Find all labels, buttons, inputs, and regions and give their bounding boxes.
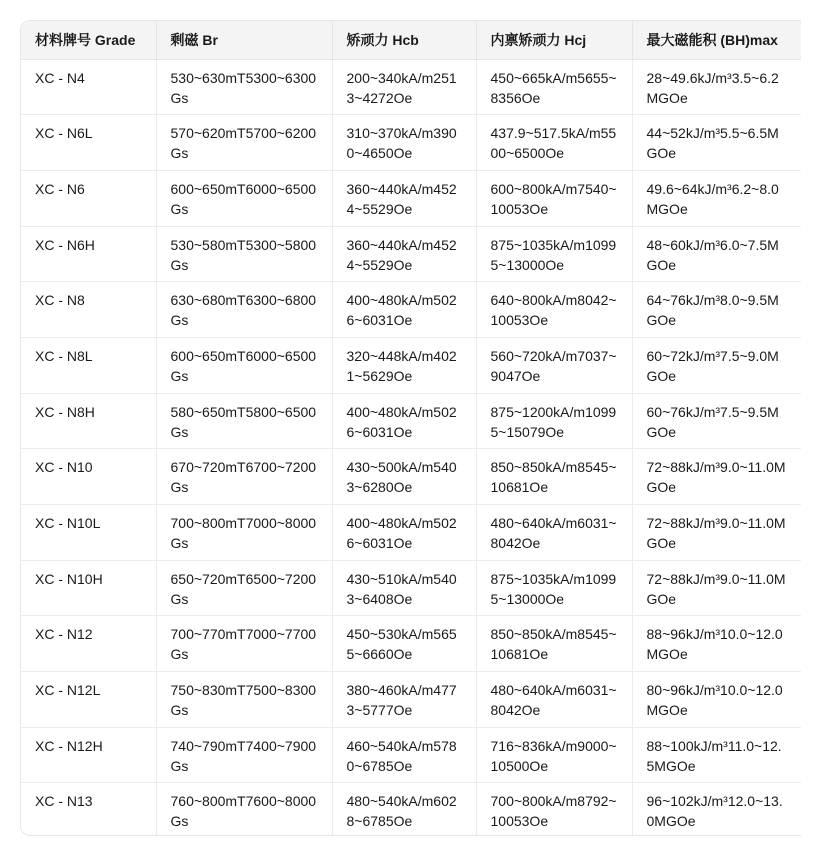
- cell-grade: XC - N10L: [21, 505, 156, 561]
- table-row: [21, 115, 801, 171]
- cell-coercivity: 430~500kA/m5403~6280Oe: [332, 449, 476, 505]
- cell-coercivity: 430~510kA/m5403~6408Oe: [332, 560, 476, 616]
- table-row: [21, 616, 801, 672]
- header-max-energy-product: 最大磁能积 (BH)max: [632, 21, 801, 59]
- cell-remanence: 600~650mT6000~6500Gs: [156, 170, 332, 226]
- cell-intrinsic-coercivity: 875~1035kA/m10995~13000Oe: [476, 560, 632, 616]
- table-row: [21, 337, 801, 393]
- cell-max-energy-product: 96~102kJ/m³12.0~13.0MGOe: [646, 793, 783, 830]
- cell-max-energy-product: 60~72kJ/m³7.5~9.0MGOe: [632, 337, 801, 393]
- cell-coercivity: 400~480kA/m5026~6031Oe: [332, 393, 476, 449]
- cell-intrinsic-coercivity: 875~1200kA/m10995~15079Oe: [476, 393, 632, 449]
- cell-remanence: 530~580mT5300~5800Gs: [156, 226, 332, 282]
- cell-grade: XC - N13: [21, 783, 156, 836]
- cell-grade: XC - N8H: [21, 393, 156, 449]
- table-row: [21, 505, 801, 561]
- cell-remanence: 700~800mT7000~8000Gs: [156, 505, 332, 561]
- cell-remanence: 570~620mT5700~6200Gs: [156, 115, 332, 171]
- cell-max-energy-product: 72~88kJ/m³9.0~11.0MGOe: [632, 560, 801, 616]
- cell-coercivity: 360~440kA/m4524~5529Oe: [332, 226, 476, 282]
- cell-max-energy-product: 80~96kJ/m³10.0~12.0MGOe: [632, 672, 801, 728]
- table-row: [21, 59, 801, 115]
- table-row: [21, 783, 801, 836]
- cell-grade: XC - N10H: [21, 560, 156, 616]
- cell-max-energy-product: 88~100kJ/m³11.0~12.5MGOe: [632, 727, 801, 783]
- magnet-grade-table: [21, 21, 801, 836]
- table-row: [21, 449, 801, 505]
- cell-grade: XC - N6H: [21, 226, 156, 282]
- cell-remanence: 760~800mT7600~8000Gs: [156, 783, 332, 836]
- cell-grade: XC - N10: [21, 449, 156, 505]
- cell-remanence: 530~630mT5300~6300Gs: [156, 59, 332, 115]
- table-row: [21, 282, 801, 338]
- cell-remanence: 630~680mT6300~6800Gs: [156, 282, 332, 338]
- cell-intrinsic-coercivity: 850~850kA/m8545~10681Oe: [476, 449, 632, 505]
- cell-coercivity: 450~530kA/m5655~6660Oe: [332, 616, 476, 672]
- cell-max-energy-product: 64~76kJ/m³8.0~9.5MGOe: [632, 282, 801, 338]
- cell-grade: XC - N8: [21, 282, 156, 338]
- cell-coercivity: 380~460kA/m4773~5777Oe: [332, 672, 476, 728]
- cell-intrinsic-coercivity: 850~850kA/m8545~10681Oe: [476, 616, 632, 672]
- cell-remanence: 740~790mT7400~7900Gs: [156, 727, 332, 783]
- cell-intrinsic-coercivity: 716~836kA/m9000~10500Oe: [476, 727, 632, 783]
- cell-coercivity: 360~440kA/m4524~5529Oe: [332, 170, 476, 226]
- cell-max-energy-product: 49.6~64kJ/m³6.2~8.0MGOe: [632, 170, 801, 226]
- cell-remanence: 700~770mT7000~7700Gs: [156, 616, 332, 672]
- cell-grade: XC - N4: [21, 59, 156, 115]
- cell-intrinsic-coercivity: 875~1035kA/m10995~13000Oe: [476, 226, 632, 282]
- header-coercivity: 矫顽力 Hcb: [332, 21, 476, 59]
- cell-coercivity: 200~340kA/m2513~4272Oe: [332, 59, 476, 115]
- cell-intrinsic-coercivity: 600~800kA/m7540~10053Oe: [476, 170, 632, 226]
- cell-remanence: 750~830mT7500~8300Gs: [156, 672, 332, 728]
- cell-max-energy-product: 44~52kJ/m³5.5~6.5MGOe: [632, 115, 801, 171]
- cell-grade: XC - N12: [21, 616, 156, 672]
- cell-intrinsic-coercivity: 437.9~517.5kA/m5500~6500Oe: [476, 115, 632, 171]
- cell-grade: XC - N12L: [21, 672, 156, 728]
- table-row: [21, 727, 801, 783]
- table-row: [21, 393, 801, 449]
- cell-max-energy-product: 72~88kJ/m³9.0~11.0MGOe: [632, 505, 801, 561]
- cell-coercivity: 320~448kA/m4021~5629Oe: [332, 337, 476, 393]
- cell-intrinsic-coercivity: 640~800kA/m8042~10053Oe: [476, 282, 632, 338]
- cell-intrinsic-coercivity: 560~720kA/m7037~9047Oe: [476, 337, 632, 393]
- table-row: [21, 672, 801, 728]
- cell-grade: XC - N8L: [21, 337, 156, 393]
- header-grade: 材料牌号 Grade: [21, 21, 156, 59]
- header-remanence: 剩磁 Br: [156, 21, 332, 59]
- cell-coercivity: 480~540kA/m6028~6785Oe: [332, 783, 476, 836]
- table-body: [21, 59, 801, 836]
- cell-remanence: 580~650mT5800~6500Gs: [156, 393, 332, 449]
- cell-intrinsic-coercivity: 480~640kA/m6031~8042Oe: [476, 505, 632, 561]
- table-header-row: [21, 21, 801, 59]
- cell-coercivity: 460~540kA/m5780~6785Oe: [332, 727, 476, 783]
- cell-coercivity: 400~480kA/m5026~6031Oe: [332, 505, 476, 561]
- cell-remanence: 670~720mT6700~7200Gs: [156, 449, 332, 505]
- cell-intrinsic-coercivity: 450~665kA/m5655~8356Oe: [476, 59, 632, 115]
- cell-coercivity: 400~480kA/m5026~6031Oe: [332, 282, 476, 338]
- cell-grade: XC - N6L: [21, 115, 156, 171]
- cell-max-energy-product: 60~76kJ/m³7.5~9.5MGOe: [632, 393, 801, 449]
- header-intrinsic-coercivity: 内禀矫顽力 Hcj: [476, 21, 632, 59]
- table-row: [21, 560, 801, 616]
- table-row: [21, 170, 801, 226]
- cell-coercivity: 310~370kA/m3900~4650Oe: [332, 115, 476, 171]
- cell-max-energy-product: 48~60kJ/m³6.0~7.5MGOe: [632, 226, 801, 282]
- cell-max-energy-product: 72~88kJ/m³9.0~11.0MGOe: [632, 449, 801, 505]
- cell-grade: XC - N6: [21, 170, 156, 226]
- cell-max-energy-product: 88~96kJ/m³10.0~12.0MGOe: [632, 616, 801, 672]
- cell-max-energy-product: 28~49.6kJ/m³3.5~6.2MGOe: [632, 59, 801, 115]
- cell-grade: XC - N12H: [21, 727, 156, 783]
- cell-remanence: 600~650mT6000~6500Gs: [156, 337, 332, 393]
- cell-intrinsic-coercivity: 480~640kA/m6031~8042Oe: [476, 672, 632, 728]
- table-row: [21, 226, 801, 282]
- magnet-grade-table-container: [20, 20, 801, 836]
- cell-remanence: 650~720mT6500~7200Gs: [156, 560, 332, 616]
- cell-intrinsic-coercivity: 700~800kA/m8792~10053Oe: [476, 783, 632, 836]
